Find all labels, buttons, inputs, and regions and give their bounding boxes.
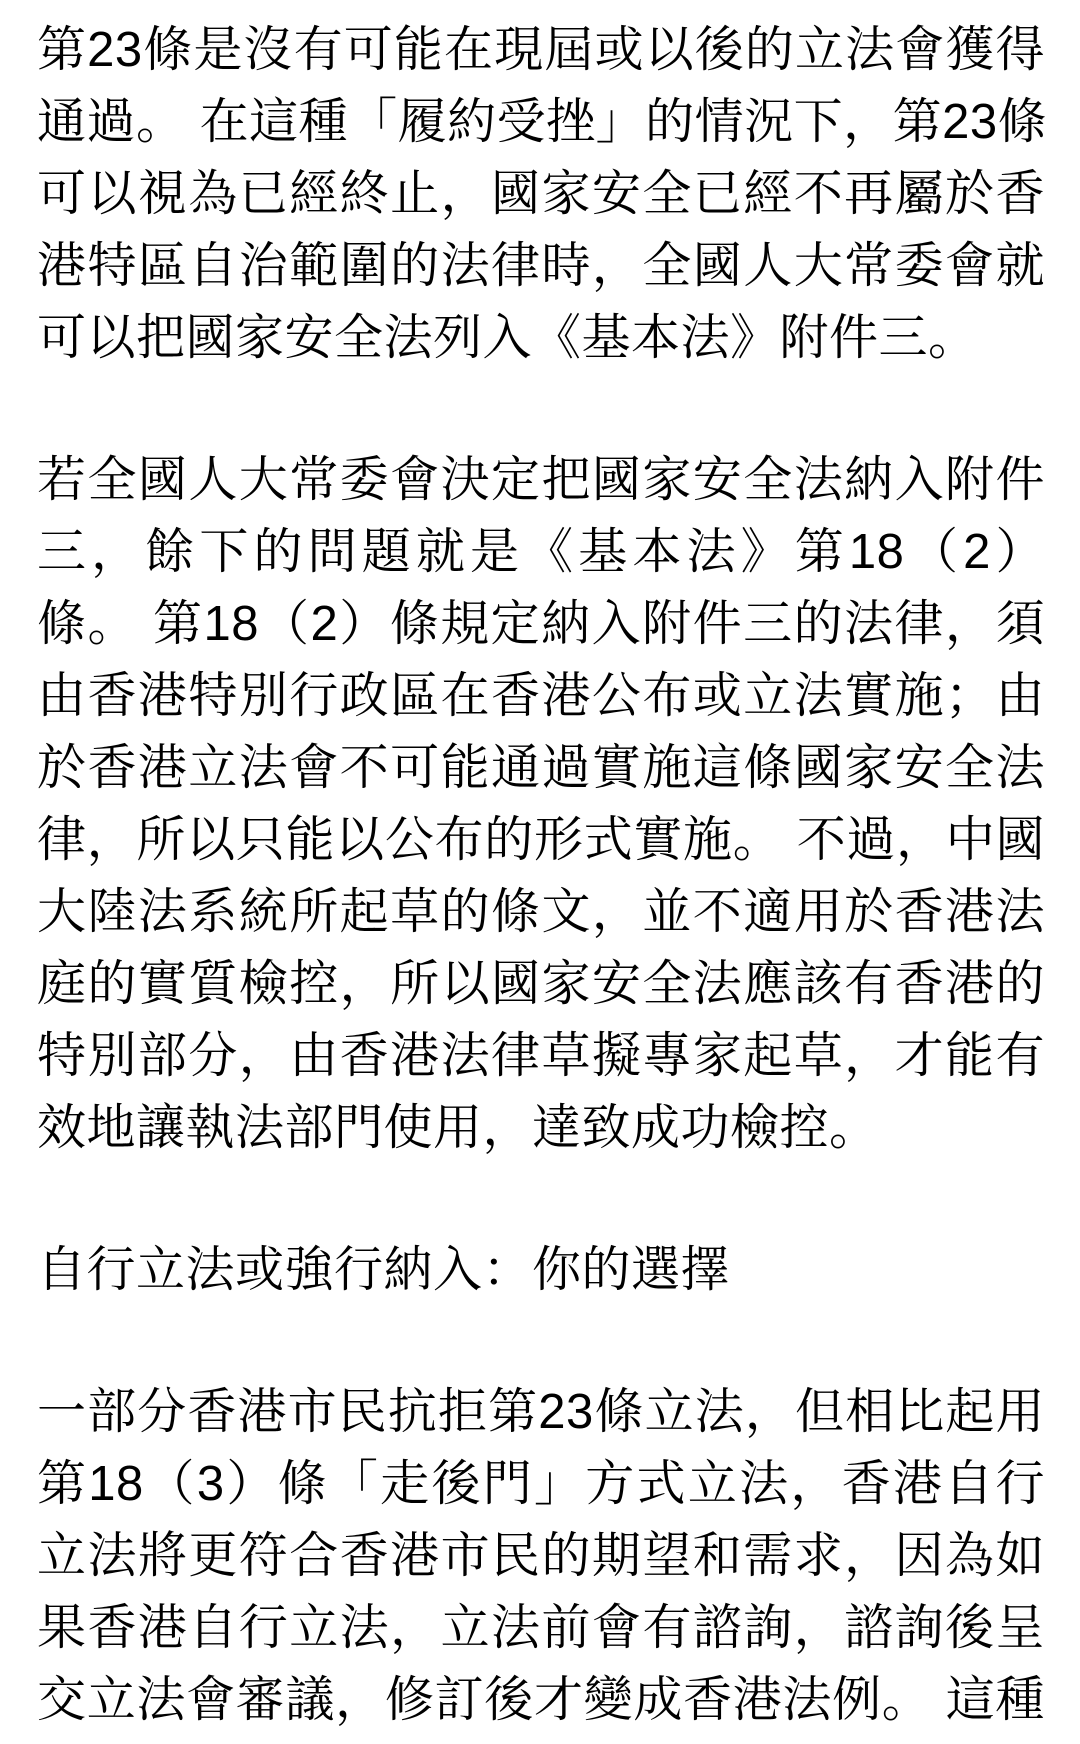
text-line: 於香港立法會不可能通過實施這條國家安全法 <box>37 741 1045 795</box>
text-line: 一部分香港市民抗拒第23條立法，但相比起用 <box>37 1385 1045 1439</box>
text-line: 可以把國家安全法列入《基本法》附件三。 <box>37 311 978 365</box>
text-line: 由香港特別行政區在香港公布或立法實施；由 <box>37 669 1045 723</box>
text-line: 交立法會審議，修訂後才變成香港法例。 這種 <box>37 1673 1045 1727</box>
text-line: 條。 第18（2）條規定納入附件三的法律，須 <box>37 597 1045 651</box>
text-line: 三，餘下的問題就是《基本法》第18（2） <box>37 525 1045 579</box>
text-line: 大陸法系統所起草的條文，並不適用於香港法 <box>37 885 1045 939</box>
heading-line: 自行立法或強行納入：你的選擇 <box>37 1243 731 1297</box>
text-line: 庭的實質檢控，所以國家安全法應該有香港的 <box>37 957 1045 1011</box>
text-line: 港特區自治範圍的法律時，全國人大常委會就 <box>37 239 1045 293</box>
paragraph-2 <box>37 444 1045 1164</box>
text-line: 可以視為已經終止，國家安全已經不再屬於香 <box>37 167 1045 221</box>
text-line: 果香港自行立法，立法前會有諮詢，諮詢後呈 <box>37 1601 1045 1655</box>
text-line: 效地讓執法部門使用，達致成功檢控。 <box>37 1101 879 1155</box>
text-line: 第18（3）條「走後門」方式立法，香港自行 <box>37 1457 1045 1511</box>
paragraph-3 <box>37 1376 1045 1736</box>
text-line: 特別部分，由香港法律草擬專家起草，才能有 <box>37 1029 1045 1083</box>
text-line: 第23條是沒有可能在現屆或以後的立法會獲得 <box>37 23 1045 77</box>
section-heading <box>37 1234 1045 1306</box>
paragraph-1 <box>37 14 1048 374</box>
text-line: 立法將更符合香港市民的期望和需求，因為如 <box>37 1529 1045 1583</box>
text-line: 律，所以只能以公布的形式實施。 不過，中國 <box>37 813 1045 867</box>
text-line: 通過。 在這種「履約受挫」的情況下，第23條 <box>37 95 1048 149</box>
text-line: 若全國人大常委會決定把國家安全法納入附件 <box>37 453 1045 507</box>
